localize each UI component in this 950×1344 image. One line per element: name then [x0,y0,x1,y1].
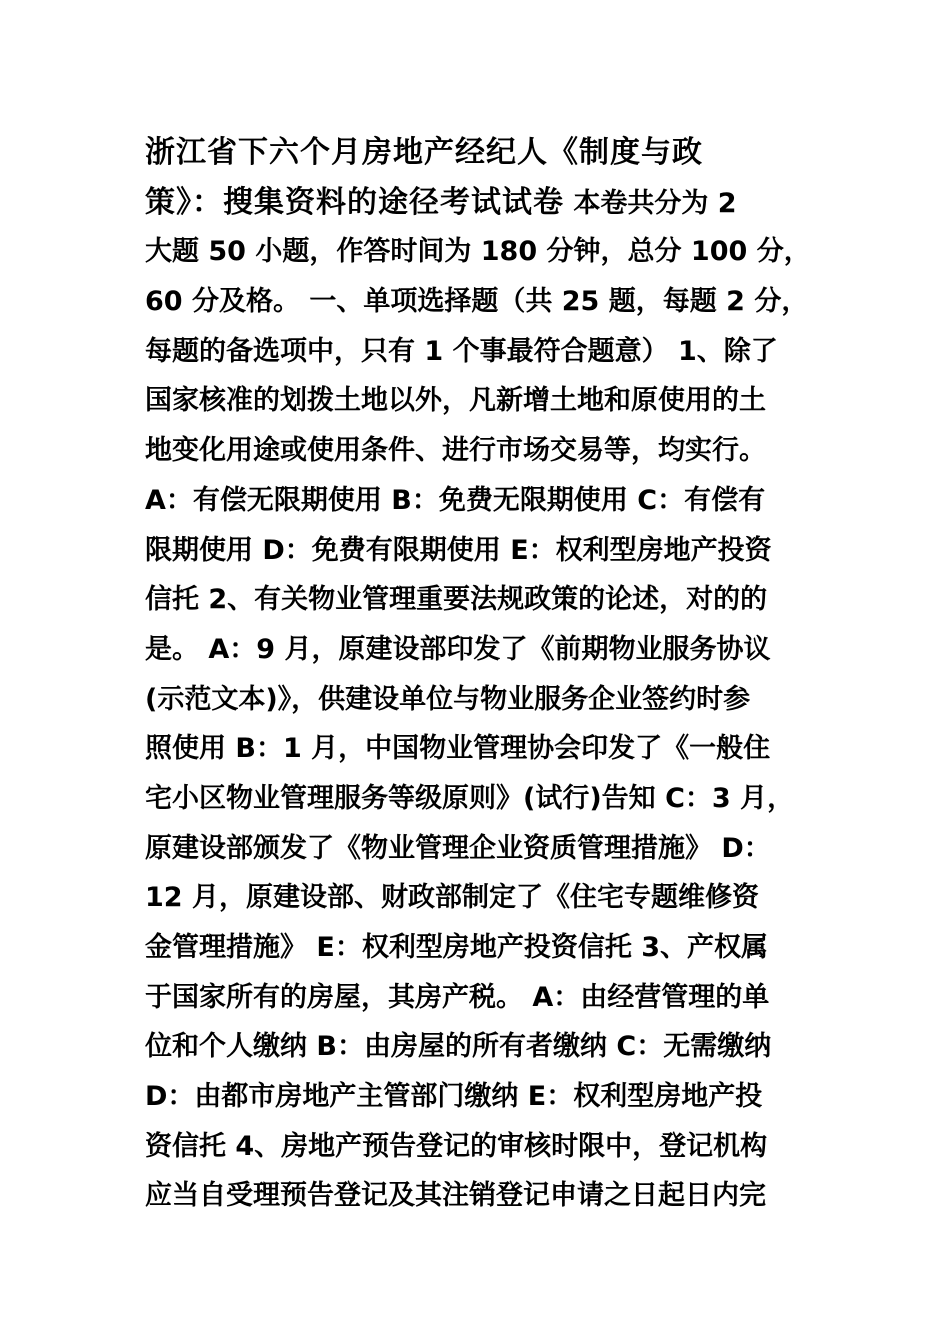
text-line: 于国家所有的房屋，其房产税。 A：由经营管理的单 [145,981,770,1013]
text-line: 国家核准的划拨土地以外，凡新增土地和原使用的土 [145,385,766,417]
text-line: D：由都市房地产主管部门缴纳 E：权利型房地产投 [145,1081,763,1113]
text-line: 12 月，原建设部、财政部制定了《住宅专题维修资 [145,882,759,914]
text-line: A：有偿无限期使用 B：免费无限期使用 C：有偿有 [145,484,766,516]
text-line: 宅小区物业管理服务等级原则》(试行)告知 C：3 月， [145,782,795,814]
text-line: 限期使用 D：免费有限期使用 E：权利型房地产投资 [145,534,772,566]
text-line: 大题 50 小题，作答时间为 180 分钟，总分 100 分， [145,236,811,268]
text-line: 每题的备选项中，只有 1 个事最符合题意） 1、除了 [145,335,778,367]
document-title-line-1: 浙江省下六个月房地产经纪人《制度与政 [145,135,703,170]
document-body [145,128,825,1221]
document-title-line-2 [145,178,825,228]
text-line: 信托 2、有关物业管理重要法规政策的论述，对的的 [145,584,768,616]
text-line: 照使用 B：1 月，中国物业管理协会印发了《一般住 [145,733,771,765]
text-line: 应当自受理预告登记及其注销登记申请之日起日内完 [145,1180,766,1212]
document-title-text: 策》：搜集资料的途径考试试卷 [145,184,564,220]
text-line: 金管理措施》 E：权利型房地产投资信托 3、产权属 [145,932,769,963]
exam-info-text: 本卷共分为 2 [564,187,737,219]
text-line: 是。 A：9 月，原建设部印发了《前期物业服务协议 [145,633,771,665]
text-line: 地变化用途或使用条件、进行市场交易等，均实行。 [145,435,766,467]
text-line: 资信托 4、房地产预告登记的审核时限中，登记机构 [145,1130,768,1162]
text-line: 位和个人缴纳 B：由房屋的所有者缴纳 C：无需缴纳 [145,1031,772,1063]
text-line: 60 分及格。 一、单项选择题（共 25 题，每题 2 分， [145,286,809,318]
text-line: (示范文本)》，供建设单位与物业服务企业签约时参 [145,683,751,715]
text-line: 原建设部颁发了《物业管理企业资质管理措施》 D： [145,832,771,864]
